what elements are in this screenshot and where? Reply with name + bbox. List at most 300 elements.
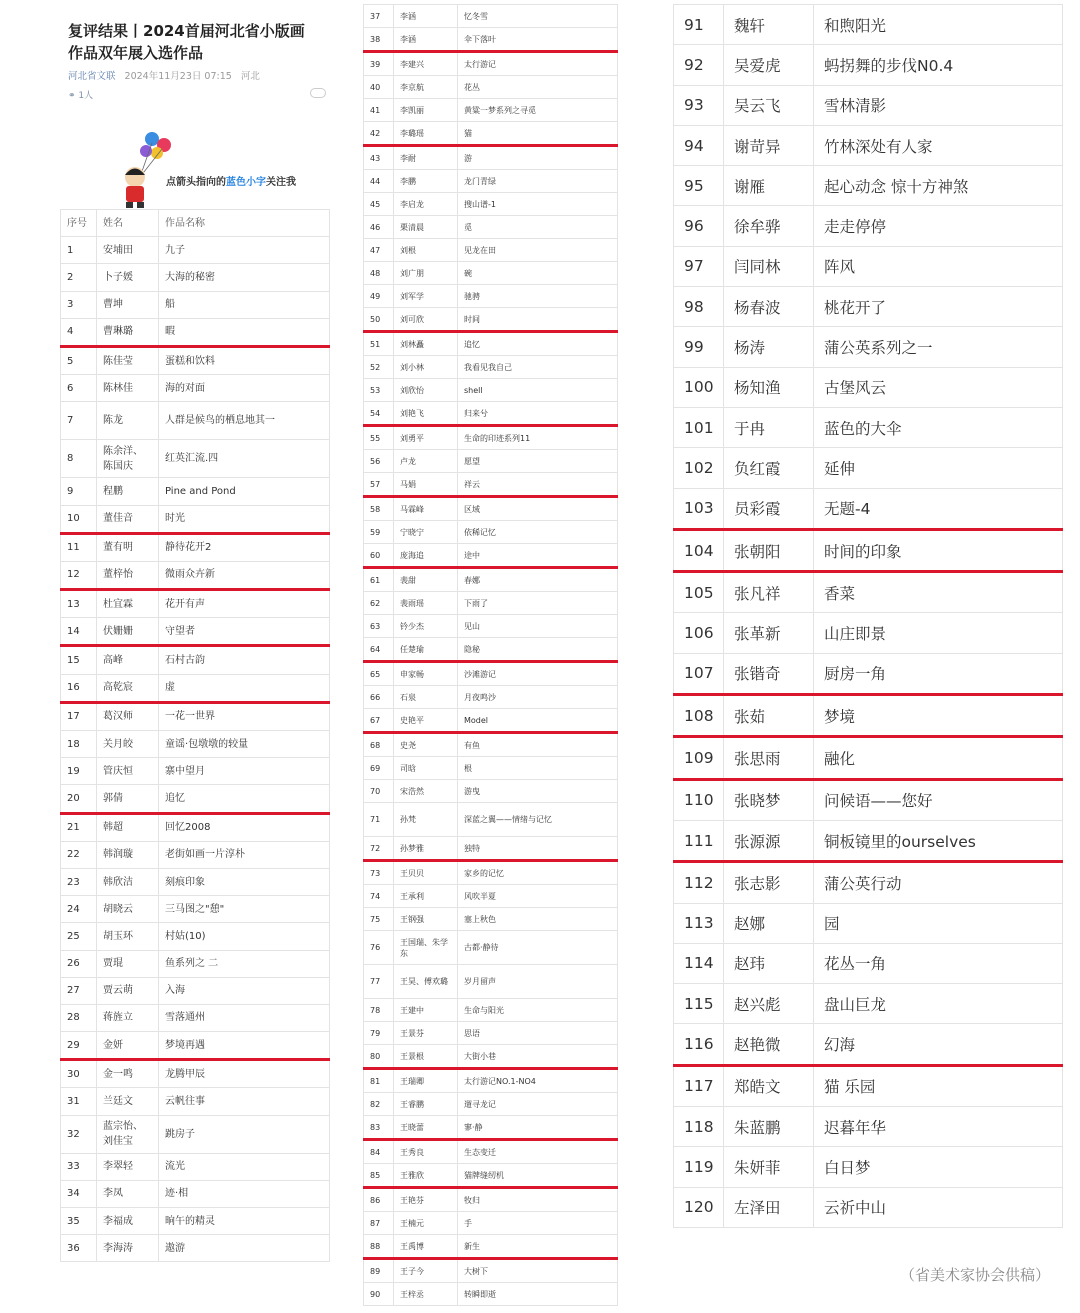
cell-num: 89 — [364, 1259, 394, 1283]
table-row — [364, 1022, 618, 1045]
cell-work: 盘山巨龙 — [814, 984, 1063, 1024]
cell-num: 80 — [364, 1045, 394, 1069]
cell-name: 朱妍菲 — [724, 1147, 814, 1187]
table-row — [61, 1235, 330, 1262]
cell-num: 87 — [364, 1212, 394, 1235]
cell-num: 120 — [674, 1187, 724, 1227]
cell-name: 王景根 — [394, 1045, 458, 1069]
cell-work: 忆冬雪 — [458, 5, 618, 28]
cell-name: 王国瑞、朱学东 — [394, 931, 458, 965]
table-row — [674, 779, 1063, 820]
cell-work: 一花一世界 — [159, 702, 330, 730]
table-row — [674, 125, 1063, 165]
cell-num: 72 — [364, 837, 394, 861]
cell-num: 104 — [674, 529, 724, 571]
cell-work: 风吹半夏 — [458, 885, 618, 908]
cell-name: 胡晓云 — [97, 896, 159, 923]
table-row — [61, 533, 330, 561]
table-row — [61, 896, 330, 923]
cell-work: 寥·静 — [458, 1116, 618, 1140]
cell-work: Pine and Pond — [159, 478, 330, 505]
cell-work: 守望者 — [159, 618, 330, 646]
cell-num: 41 — [364, 99, 394, 122]
cell-work: 时间的印象 — [814, 529, 1063, 571]
cell-work: 思语 — [458, 1022, 618, 1045]
cell-name: 庞海追 — [394, 544, 458, 568]
table-row — [364, 780, 618, 803]
cell-name: 徐牟骅 — [724, 206, 814, 246]
cell-name: 李海涛 — [97, 1235, 159, 1262]
cell-name: 刘小林 — [394, 356, 458, 379]
headphone-icon: ⚭ — [68, 91, 76, 101]
cell-work: 游曳 — [458, 780, 618, 803]
table-row — [364, 332, 618, 356]
table-row — [674, 984, 1063, 1024]
cell-num: 77 — [364, 965, 394, 999]
cell-name: 钤少杰 — [394, 615, 458, 638]
cell-num: 7 — [61, 402, 97, 440]
cell-num: 62 — [364, 592, 394, 615]
cell-num: 3 — [61, 291, 97, 318]
cell-num: 99 — [674, 327, 724, 367]
cell-num: 75 — [364, 908, 394, 931]
table-row — [364, 615, 618, 638]
cell-num: 23 — [61, 868, 97, 895]
table-row — [61, 702, 330, 730]
cell-work: 蒲公英系列之一 — [814, 327, 1063, 367]
cell-name: 高乾宸 — [97, 674, 159, 702]
cell-num: 18 — [61, 731, 97, 758]
cell-num: 64 — [364, 638, 394, 662]
cell-num: 81 — [364, 1069, 394, 1093]
cell-name: 司晗 — [394, 757, 458, 780]
cell-work: 香菜 — [814, 572, 1063, 613]
cell-num: 76 — [364, 931, 394, 965]
cell-work: 驰骋 — [458, 285, 618, 308]
cell-name: 郑皓文 — [724, 1065, 814, 1106]
cell-name: 赵兴彪 — [724, 984, 814, 1024]
table-row — [364, 308, 618, 332]
table-row — [674, 737, 1063, 779]
cell-name: 马霖峰 — [394, 497, 458, 521]
cell-work: 龙门青绿 — [458, 170, 618, 193]
cell-name: 申家畅 — [394, 662, 458, 686]
cell-work: 船 — [159, 291, 330, 318]
table-row — [674, 1147, 1063, 1187]
cell-work: 花丛 — [458, 76, 618, 99]
cell-work: 岁月留声 — [458, 965, 618, 999]
cell-num: 37 — [364, 5, 394, 28]
cell-num: 8 — [61, 440, 97, 478]
cell-num: 50 — [364, 308, 394, 332]
cell-work: 暇 — [159, 318, 330, 346]
cell-work: 三马图之"憩" — [159, 896, 330, 923]
cell-work: 隐秘 — [458, 638, 618, 662]
cell-num: 105 — [674, 572, 724, 613]
cell-work: 见龙在田 — [458, 239, 618, 262]
cell-name: 王艳芬 — [394, 1188, 458, 1212]
cell-num: 95 — [674, 166, 724, 206]
cell-name: 王秀良 — [394, 1140, 458, 1164]
cell-num: 93 — [674, 85, 724, 125]
cell-num: 73 — [364, 861, 394, 885]
cell-num: 70 — [364, 780, 394, 803]
cell-num: 49 — [364, 285, 394, 308]
table-row — [364, 662, 618, 686]
cell-work: 遨游 — [159, 1235, 330, 1262]
cell-work: 起心动念 惊十方神煞 — [814, 166, 1063, 206]
cell-work: 深蓝之翼——情绪与记忆 — [458, 803, 618, 837]
cell-name: 董佳音 — [97, 505, 159, 533]
cell-num: 36 — [61, 1235, 97, 1262]
table-row — [364, 1164, 618, 1188]
cell-name: 贾云萌 — [97, 977, 159, 1004]
cell-work: 大街小巷 — [458, 1045, 618, 1069]
cell-name: 李凯丽 — [394, 99, 458, 122]
table-row — [364, 379, 618, 402]
table-row — [674, 246, 1063, 286]
table-row — [364, 426, 618, 450]
cell-num: 17 — [61, 702, 97, 730]
table-row — [61, 785, 330, 813]
cell-num: 113 — [674, 903, 724, 943]
cell-work: 新生 — [458, 1235, 618, 1259]
cell-name: 李凤 — [97, 1180, 159, 1207]
table-row — [61, 1004, 330, 1031]
table-row — [61, 318, 330, 346]
table-row — [674, 572, 1063, 613]
table-row — [364, 1116, 618, 1140]
toggle-icon[interactable] — [310, 88, 326, 98]
cell-num: 40 — [364, 76, 394, 99]
cell-work: 古都·静待 — [458, 931, 618, 965]
cell-name: 裴甜 — [394, 568, 458, 592]
cell-name: 石泉 — [394, 686, 458, 709]
cell-num: 13 — [61, 590, 97, 618]
cell-name: 吴云飞 — [724, 85, 814, 125]
cell-work: 碗 — [458, 262, 618, 285]
cell-num: 30 — [61, 1060, 97, 1088]
table-row — [364, 544, 618, 568]
cell-name: 李翠轻 — [97, 1153, 159, 1180]
cell-name: 董梓怡 — [97, 561, 159, 589]
cell-num: 94 — [674, 125, 724, 165]
cell-work: 延伸 — [814, 448, 1063, 488]
cell-work: 黄粱一梦系列之寻觅 — [458, 99, 618, 122]
cell-num: 14 — [61, 618, 97, 646]
table-row — [61, 590, 330, 618]
table-row — [364, 262, 618, 285]
cell-name: 兰廷文 — [97, 1088, 159, 1115]
middle-panel — [363, 4, 618, 1306]
cell-work: 游 — [458, 146, 618, 170]
table-row — [674, 1024, 1063, 1065]
cell-num: 48 — [364, 262, 394, 285]
cell-num: 65 — [364, 662, 394, 686]
cell-name: 李启龙 — [394, 193, 458, 216]
table-row — [61, 478, 330, 505]
cell-num: 116 — [674, 1024, 724, 1065]
cell-name: 王雅欣 — [394, 1164, 458, 1188]
table-row — [61, 618, 330, 646]
cell-num: 82 — [364, 1093, 394, 1116]
cell-num: 24 — [61, 896, 97, 923]
cell-name: 蒋旌立 — [97, 1004, 159, 1031]
cell-num: 92 — [674, 45, 724, 85]
table-row — [61, 1180, 330, 1207]
table-row — [61, 1115, 330, 1153]
table-row — [364, 402, 618, 426]
table-row — [674, 903, 1063, 943]
cell-work: 下雨了 — [458, 592, 618, 615]
cell-work: 猫 — [458, 122, 618, 146]
cell-num: 33 — [61, 1153, 97, 1180]
cell-num: 74 — [364, 885, 394, 908]
cell-num: 90 — [364, 1283, 394, 1306]
cell-name: 管庆恒 — [97, 758, 159, 785]
cell-name: 李涵 — [394, 28, 458, 52]
cell-name: 关月皎 — [97, 731, 159, 758]
table-row — [364, 709, 618, 733]
cell-work: 大树下 — [458, 1259, 618, 1283]
cell-name: 张茹 — [724, 695, 814, 737]
table-row — [674, 1065, 1063, 1106]
cell-work: 老街如画一片淳朴 — [159, 841, 330, 868]
table-row — [364, 170, 618, 193]
table-row — [674, 5, 1063, 45]
cell-name: 杨知渔 — [724, 367, 814, 407]
cell-name: 王昊、傅欢璐 — [394, 965, 458, 999]
cell-num: 78 — [364, 999, 394, 1022]
cell-name: 于冉 — [724, 407, 814, 447]
table-row — [364, 592, 618, 615]
cell-work: 家乡的记忆 — [458, 861, 618, 885]
cell-name: 王景芬 — [394, 1022, 458, 1045]
cell-name: 张源源 — [724, 820, 814, 861]
cell-name: 左泽田 — [724, 1187, 814, 1227]
table-row — [61, 402, 330, 440]
cell-name: 孙梵 — [394, 803, 458, 837]
cell-name: 陈佳莹 — [97, 346, 159, 374]
table-row — [61, 1060, 330, 1088]
cell-num: 10 — [61, 505, 97, 533]
cell-name: 陈林佳 — [97, 375, 159, 402]
publish-datetime: 2024年11月23日 07:15 — [124, 71, 232, 82]
balloon-mascot-icon — [110, 129, 180, 209]
table-row — [364, 76, 618, 99]
cell-work: 微雨众卉新 — [159, 561, 330, 589]
table-row — [61, 237, 330, 264]
cell-num: 118 — [674, 1107, 724, 1147]
cell-num: 28 — [61, 1004, 97, 1031]
cell-name: 王建中 — [394, 999, 458, 1022]
cell-name: 杜宜霖 — [97, 590, 159, 618]
cell-num: 112 — [674, 862, 724, 903]
cell-name: 负红霞 — [724, 448, 814, 488]
cell-work: 雪落通州 — [159, 1004, 330, 1031]
cell-name: 葛汉师 — [97, 702, 159, 730]
table-row — [61, 868, 330, 895]
table-row — [364, 497, 618, 521]
article-title: 复评结果丨2024首届河北省小版画 作品双年展入选作品 — [68, 22, 305, 62]
table-row — [364, 450, 618, 473]
cell-work: 觅 — [458, 216, 618, 239]
cell-name: 赵艳微 — [724, 1024, 814, 1065]
cell-work: 蒲公英行动 — [814, 862, 1063, 903]
table-row — [61, 375, 330, 402]
cell-name: 安埔田 — [97, 237, 159, 264]
cell-num: 117 — [674, 1065, 724, 1106]
cell-num: 60 — [364, 544, 394, 568]
cell-num: 110 — [674, 779, 724, 820]
table-row — [364, 908, 618, 931]
cell-num: 83 — [364, 1116, 394, 1140]
table-row — [674, 1187, 1063, 1227]
cell-work: 人群是候鸟的栖息地其一 — [159, 402, 330, 440]
cell-name: 伏姗姗 — [97, 618, 159, 646]
table-row — [364, 285, 618, 308]
cell-work: 厨房一角 — [814, 653, 1063, 694]
cell-name: 王睿鹏 — [394, 1093, 458, 1116]
table-row — [61, 646, 330, 674]
header-work: 作品名称 — [159, 210, 330, 237]
cell-work: 九子 — [159, 237, 330, 264]
table-row — [364, 885, 618, 908]
cell-name: 程鹏 — [97, 478, 159, 505]
cell-name: 李鹏 — [394, 170, 458, 193]
cell-num: 38 — [364, 28, 394, 52]
cell-num: 47 — [364, 239, 394, 262]
cell-work: 白日梦 — [814, 1147, 1063, 1187]
table-row — [364, 146, 618, 170]
table-row — [364, 216, 618, 239]
cell-work: 园 — [814, 903, 1063, 943]
table-row — [674, 448, 1063, 488]
cell-name: 李璐瑶 — [394, 122, 458, 146]
cell-num: 58 — [364, 497, 394, 521]
table-row — [674, 85, 1063, 125]
table-row — [674, 862, 1063, 903]
header-num: 序号 — [61, 210, 97, 237]
cell-num: 115 — [674, 984, 724, 1024]
table-row — [364, 1259, 618, 1283]
cell-name: 吴爱虎 — [724, 45, 814, 85]
cell-num: 43 — [364, 146, 394, 170]
cell-num: 63 — [364, 615, 394, 638]
cell-work: 回忆2008 — [159, 813, 330, 841]
cell-name: 谢苛异 — [724, 125, 814, 165]
cell-work: 转瞬即逝 — [458, 1283, 618, 1306]
cell-work: 搜山谱-1 — [458, 193, 618, 216]
cell-work: 阵风 — [814, 246, 1063, 286]
table-row — [61, 813, 330, 841]
cell-work: 蓝色的大伞 — [814, 407, 1063, 447]
cell-work: 流光 — [159, 1153, 330, 1180]
table-row — [364, 861, 618, 885]
follow-banner[interactable] — [60, 129, 330, 209]
cell-name: 任楚瑜 — [394, 638, 458, 662]
cell-work: 入海 — [159, 977, 330, 1004]
cell-num: 44 — [364, 170, 394, 193]
table-row — [674, 653, 1063, 694]
cell-name: 杨涛 — [724, 327, 814, 367]
cell-num: 71 — [364, 803, 394, 837]
cell-name: 高峰 — [97, 646, 159, 674]
table-row — [364, 1045, 618, 1069]
cell-work: 融化 — [814, 737, 1063, 779]
cell-num: 100 — [674, 367, 724, 407]
cell-num: 19 — [61, 758, 97, 785]
cell-num: 61 — [364, 568, 394, 592]
cell-num: 42 — [364, 122, 394, 146]
cell-name: 陈余洋、陈国庆 — [97, 440, 159, 478]
cell-work: 问候语——您好 — [814, 779, 1063, 820]
table-row — [364, 521, 618, 544]
table-row — [364, 5, 618, 28]
cell-name: 胡玉环 — [97, 923, 159, 950]
cell-work: 见山 — [458, 615, 618, 638]
cell-num: 91 — [674, 5, 724, 45]
table-row — [364, 803, 618, 837]
cell-work: Model — [458, 709, 618, 733]
table-row — [61, 264, 330, 291]
table-row — [364, 473, 618, 497]
table-row — [61, 291, 330, 318]
account-link[interactable]: 河北省文联 — [68, 71, 116, 82]
cell-name: 王钢强 — [394, 908, 458, 931]
table-row — [674, 488, 1063, 529]
cell-num: 85 — [364, 1164, 394, 1188]
table-row — [61, 440, 330, 478]
cell-name: 刘可欣 — [394, 308, 458, 332]
cell-name: 张凡祥 — [724, 572, 814, 613]
cell-num: 34 — [61, 1180, 97, 1207]
table-row — [61, 1153, 330, 1180]
cell-work: 追忆 — [458, 332, 618, 356]
table-row — [674, 1107, 1063, 1147]
results-table-2 — [363, 4, 618, 1306]
cell-work: 沙滩游记 — [458, 662, 618, 686]
cell-work: 生命的印迹系列11 — [458, 426, 618, 450]
cell-num: 27 — [61, 977, 97, 1004]
cell-work: 红英汇流.四 — [159, 440, 330, 478]
follow-tip: 点箭头指向的蓝色小字关注我 — [166, 177, 296, 188]
cell-num: 67 — [364, 709, 394, 733]
cell-name: 韩欣洁 — [97, 868, 159, 895]
publish-region: 河北 — [240, 71, 260, 82]
cell-work: 月夜鸣沙 — [458, 686, 618, 709]
cell-name: 张晓梦 — [724, 779, 814, 820]
cell-work: 途中 — [458, 544, 618, 568]
cell-name: 金妍 — [97, 1032, 159, 1060]
listeners[interactable]: ⚭ 1人 — [68, 91, 94, 101]
table-row — [364, 1140, 618, 1164]
cell-work: 寨中望月 — [159, 758, 330, 785]
cell-name: 董有明 — [97, 533, 159, 561]
cell-name: 李建兴 — [394, 52, 458, 76]
listen-bar — [68, 88, 326, 101]
cell-work: 时间 — [458, 308, 618, 332]
table-row — [364, 1093, 618, 1116]
table-row — [674, 166, 1063, 206]
table-row — [61, 950, 330, 977]
cell-name: 张志影 — [724, 862, 814, 903]
cell-num: 52 — [364, 356, 394, 379]
cell-num: 25 — [61, 923, 97, 950]
cell-work: 跳房子 — [159, 1115, 330, 1153]
cell-work: 生命与阳光 — [458, 999, 618, 1022]
cell-num: 21 — [61, 813, 97, 841]
